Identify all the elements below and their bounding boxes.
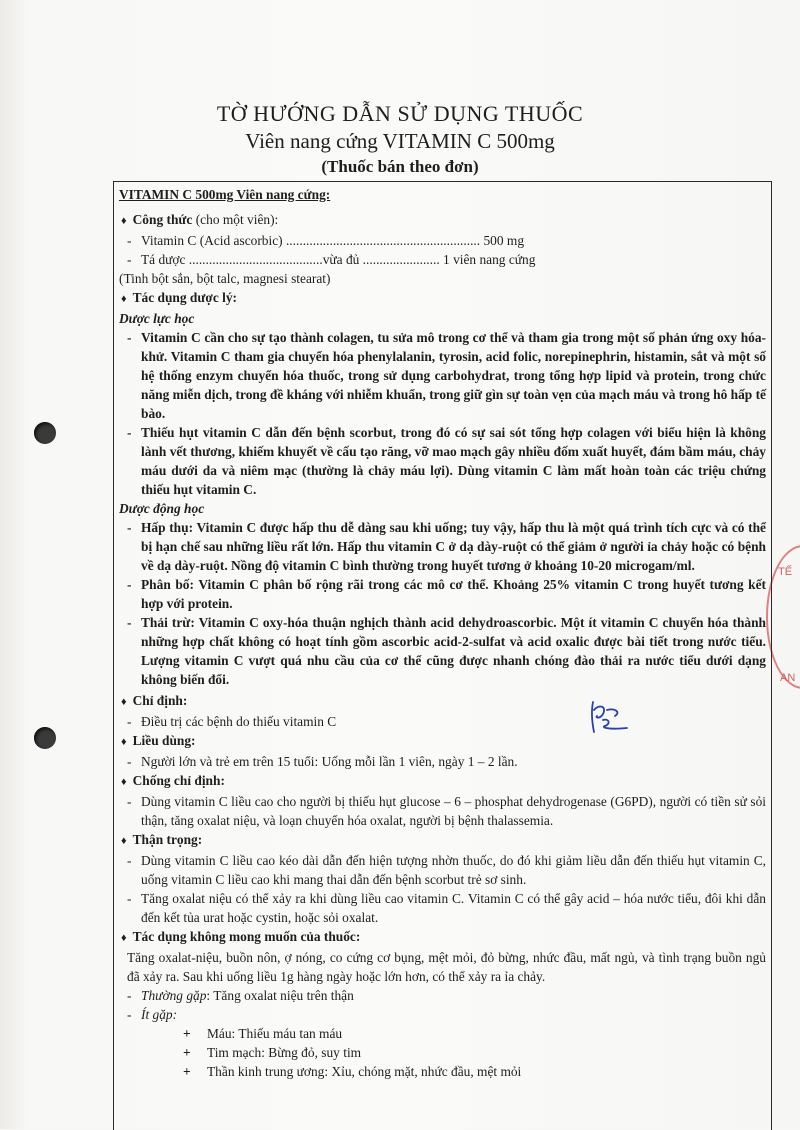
paragraph: - Dùng vitamin C liều cao kéo dài dẫn đến hiện tượng nhờn thuốc, do đó khi giảm liều dẫn đến thiếu hụt vitamin C, uống vitamin C liều cao khi mang thai dẫn đến bệnh scorbut trẻ sơ sinh.: [119, 851, 766, 889]
list-item: + Thần kinh trung ương: Xỉu, chóng mặt, nhức đầu, mệt mỏi: [119, 1062, 766, 1081]
section-cong-thuc: [119, 210, 766, 231]
frequency-line: [119, 986, 766, 1005]
section-heading: ♦ Tác dụng dược lý:: [119, 288, 766, 309]
paragraph: - Thiếu hụt vitamin C dẫn đến bệnh scorbut, trong đó có sự sai sót tổng hợp colagen với biểu hiện là không lành vết thương, khiếm khuyết về cấu tạo răng, vỡ mao mạch gây nhiều đốm xuất huyết, đám bầm máu, chảy máu dưới da và niêm mạc (thường là chảy máu lợi). Dùng vitamin C làm mất hoàn toàn các triệu chứng thiếu hụt vitamin C.: [119, 423, 766, 499]
paragraph: Tăng oxalat-niệu, buồn nôn, ợ nóng, co cứng cơ bụng, mệt mỏi, đỏ bừng, nhức đầu, mất ngủ, và tình trạng buồn ngủ đã xảy ra. Sau khi uống liều 1g hàng ngày hoặc lớn hơn, có thể xảy ra ỉa chảy.: [127, 950, 766, 984]
document-title: TỜ HƯỚNG DẪN SỬ DỤNG THUỐC: [216, 101, 584, 126]
paragraph: - Hấp thụ: Vitamin C được hấp thu dễ dàng sau khi uống; tuy vậy, hấp thu là một quá trình tích cực và có thể bị hạn chế sau những liều rất lớn. Hấp thu vitamin C ở dạ dày-ruột có thể giảm ở người ỉa chảy hoặc có bệnh về dạ dày-ruột. Nồng độ vitamin C bình thường trong huyết tương ở khoảng 10-20 microgam/ml.: [119, 518, 766, 575]
paragraph: - Vitamin C cần cho sự tạo thành colagen, tu sửa mô trong cơ thể và tham gia trong một số phản ứng oxy hóa-khử. Vitamin C tham gia chuyển hóa phenylalanin, tyrosin, acid folic, norepinephrin, histamin, sắt và một số hệ thống enzym chuyển hóa thuốc, trong sử dụng carbohydrat, trong tổng hợp lipid và protein, trong chức năng miễn dịch, trong đề kháng với nhiễm khuẩn, trong giữ gìn sự toàn vẹn của mạch máu và trong hô hấp tế bào.: [119, 328, 766, 423]
paragraph: - Phân bố: Vitamin C phân bố rộng rãi trong các mô cơ thể. Khoảng 25% vitamin C trong huyết tương kết hợp với protein.: [119, 575, 766, 613]
excipient-note: (Tinh bột sắn, bột talc, magnesi stearat): [119, 271, 331, 286]
document-header: [0, 100, 800, 180]
section-heading: ♦ Thận trọng:: [119, 830, 766, 851]
document-subtitle: Viên nang cứng VITAMIN C 500mg: [245, 129, 555, 153]
paragraph: - Thải trừ: Vitamin C oxy-hóa thuận nghịch thành acid dehydroascorbic. Một ít vitamin C chuyển hóa thành những hợp chất không có hoạt tính gồm ascorbic acid-2-sulfat và acid oxalic được bài tiết trong nước tiểu. Lượng vitamin C vượt quá nhu cầu của cơ thể cũng được nhanh chóng đào thải ra nước tiểu dưới dạng không biến đổi.: [119, 613, 766, 689]
stamp-text-top: TẾ: [778, 566, 793, 578]
list-item: + Máu: Thiếu máu tan máu: [119, 1024, 766, 1043]
section-heading-note: (cho một viên):: [192, 212, 279, 227]
section-heading: ♦ Chỉ định:: [119, 691, 766, 712]
stamp-text-bottom: AN: [780, 672, 796, 684]
section-heading: ♦ Chống chỉ định:: [119, 771, 766, 792]
leaflet-body: [119, 185, 766, 1081]
paragraph: - Người lớn và trẻ em trên 15 tuổi: Uống mỗi lần 1 viên, ngày 1 – 2 lần.: [119, 752, 766, 771]
paragraph: - Tăng oxalat niệu có thể xảy ra khi dùng liều cao vitamin C. Vitamin C có thể gây acid – hóa nước tiểu, đôi khi dẫn đến kết tủa urat hoặc cystin, hoặc sỏi oxalat.: [119, 889, 766, 927]
box-title: VITAMIN C 500mg Viên nang cứng:: [119, 187, 331, 202]
paragraph: - Điều trị các bệnh do thiếu vitamin C: [119, 712, 766, 731]
subsection-heading: Dược động học: [119, 501, 205, 516]
frequency-label: Thường gặp: [141, 988, 207, 1003]
subsection-heading: Dược lực học: [119, 311, 195, 326]
formula-line: - Tá dược ........................................vừa đủ ....................... 1 viên nang cứng: [119, 250, 766, 269]
frequency-text: : Tăng oxalat niệu trên thận: [206, 988, 354, 1003]
section-heading: ♦ Liều dùng:: [119, 731, 766, 752]
section-heading: ♦ Công thức: [119, 212, 192, 227]
prescription-note: (Thuốc bán theo đơn): [321, 157, 479, 176]
formula-line: - Vitamin C (Acid ascorbic) .......................................................... 500 mg: [119, 231, 766, 250]
frequency-label: - Ít gặp:: [119, 1005, 766, 1024]
punch-hole: [34, 727, 56, 749]
punch-hole: [34, 422, 56, 444]
paragraph: - Dùng vitamin C liều cao cho người bị thiếu hụt glucose – 6 – phosphat dehydrogenase (G6PD), người có tiền sử sỏi thận, tăng oxalat niệu, và loạn chuyển hóa oxalat, người bị bệnh thalassemia.: [119, 792, 766, 830]
list-item: + Tim mạch: Bừng đỏ, suy tim: [119, 1043, 766, 1062]
section-heading: ♦ Tác dụng không mong muốn của thuốc:: [119, 927, 766, 948]
